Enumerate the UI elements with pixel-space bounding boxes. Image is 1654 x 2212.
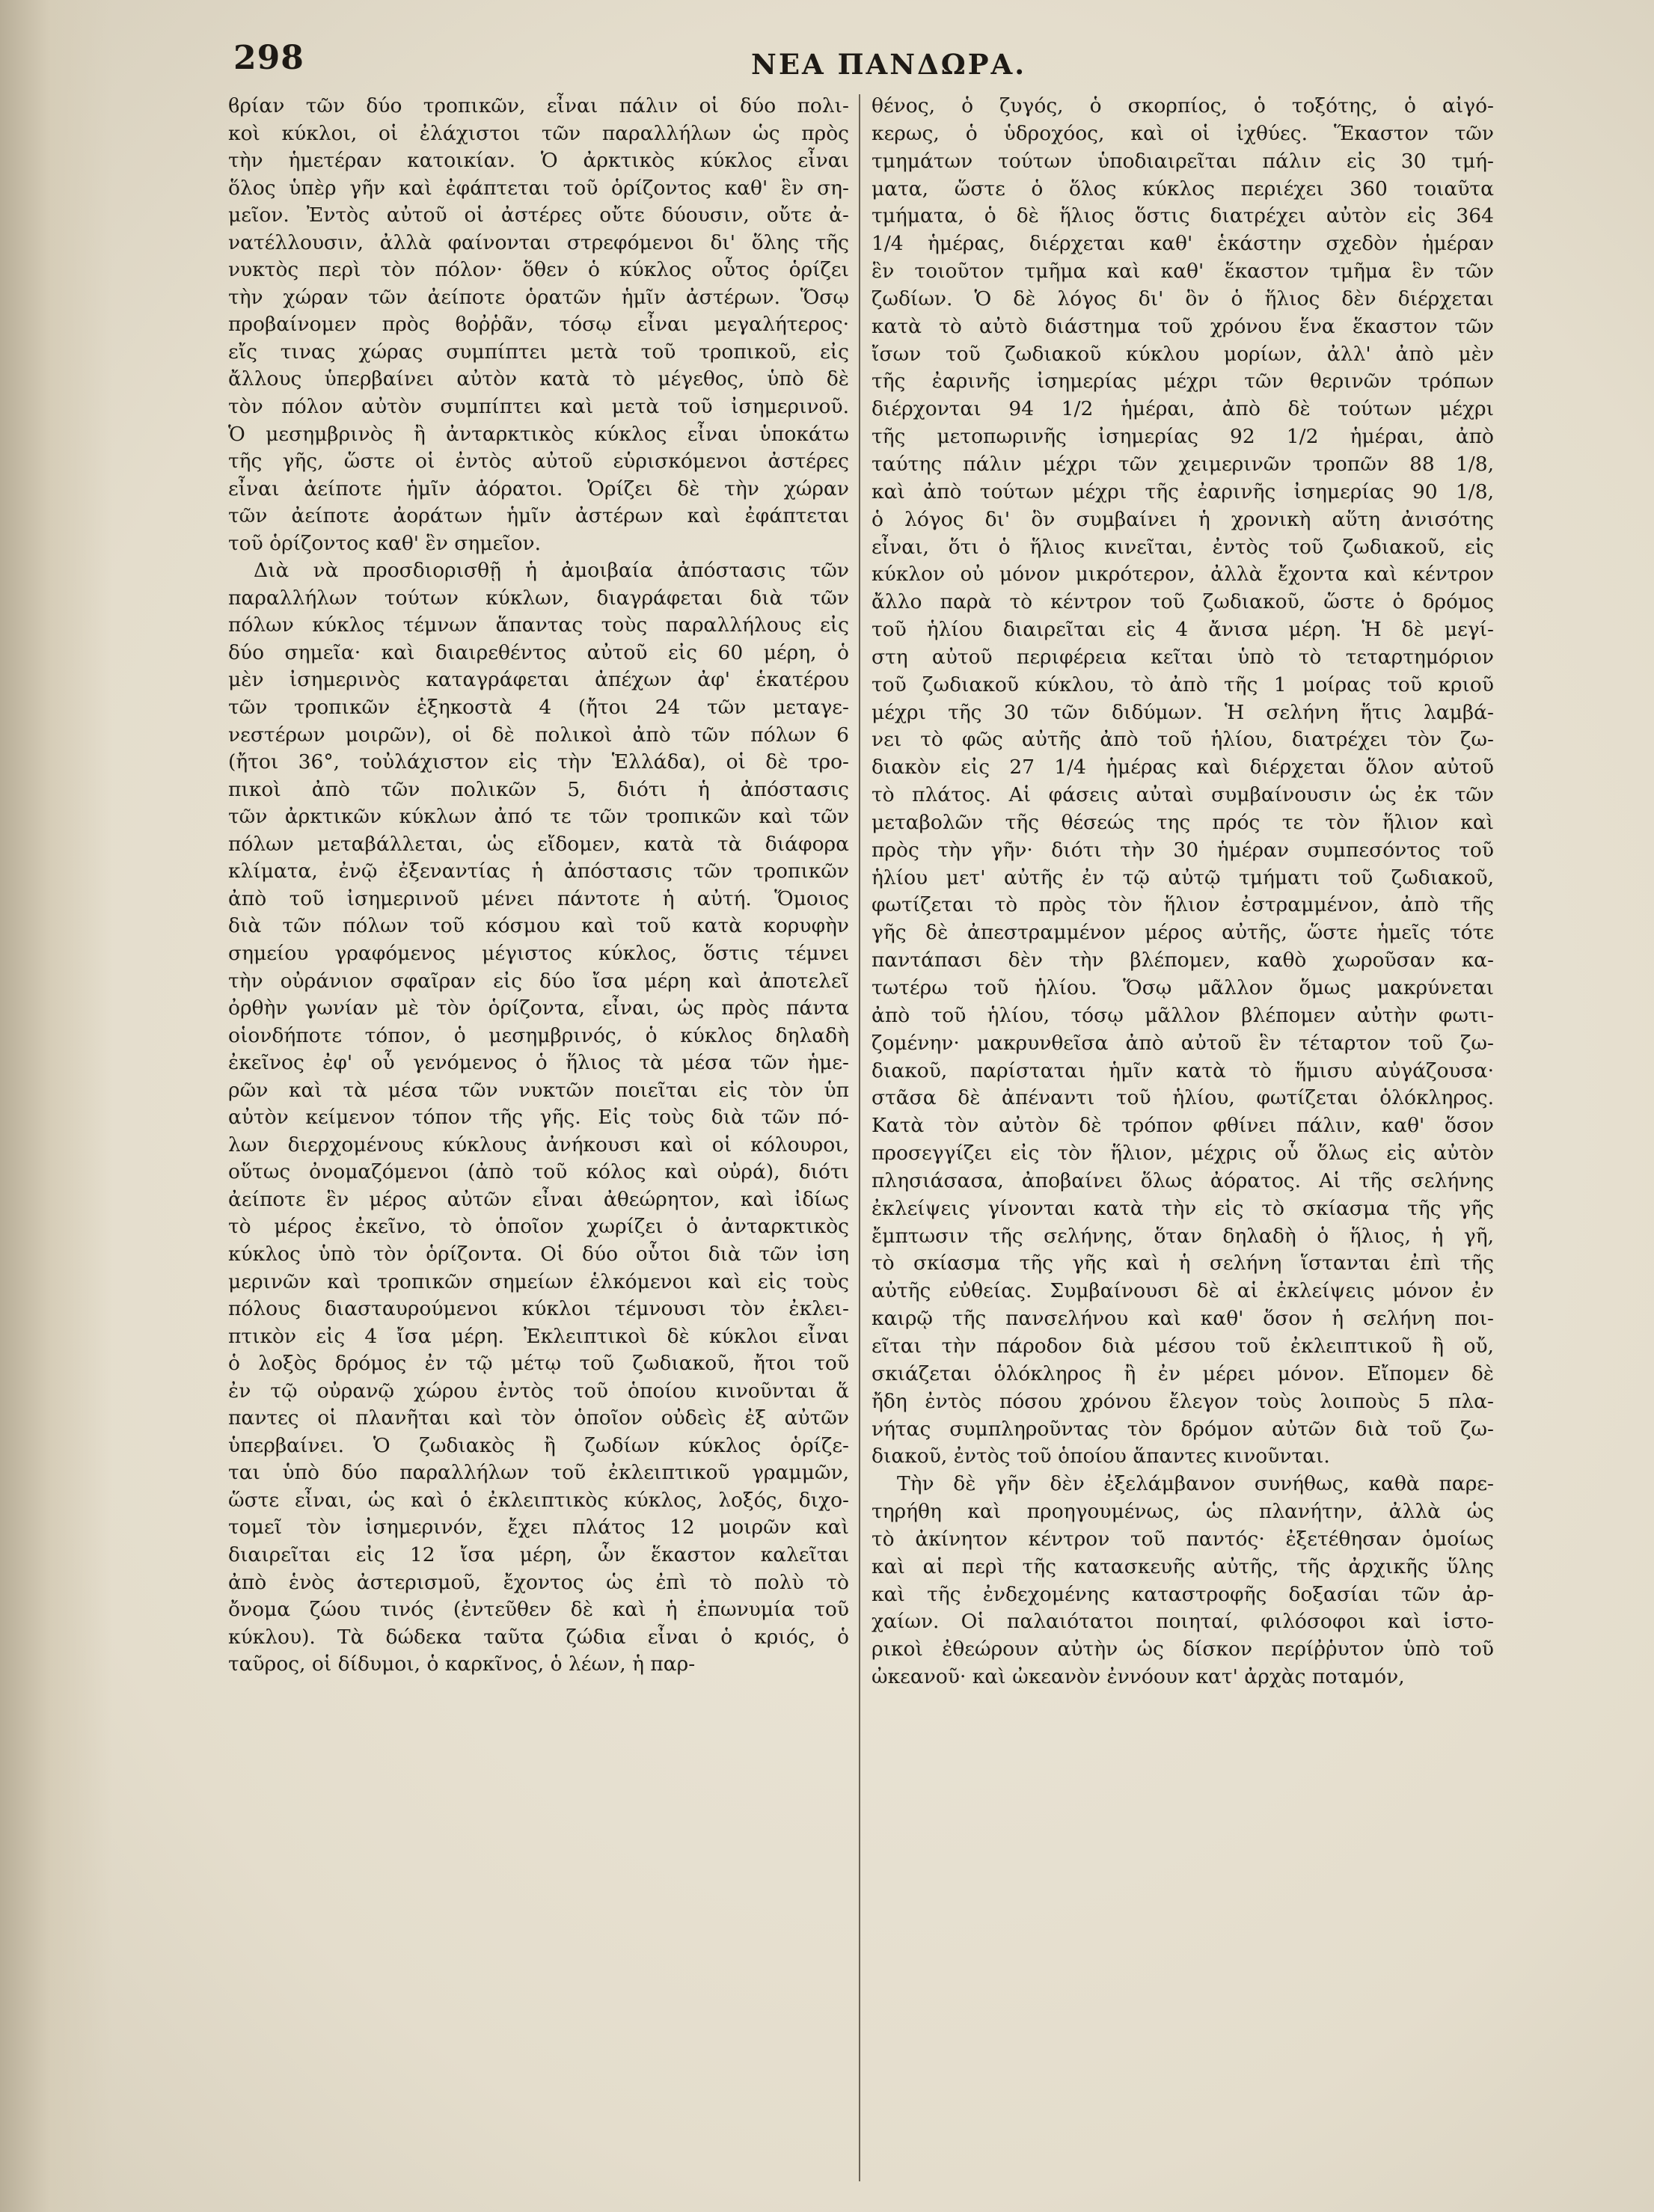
text-line: χαίων. Οἱ παλαιότατοι ποιηταί, φιλόσοφοι καὶ ἱστο-: [872, 1610, 1494, 1634]
text-line: ταῦρος, οἱ δίδυμοι, ὁ καρκῖνος, ὁ λέων, ἡ παρ-: [228, 1652, 696, 1676]
text-line: διαιρεῖται εἰς 12 ἴσα μέρη, ὧν ἕκαστον καλεῖται: [228, 1542, 849, 1566]
text-line: ὅλος ὑπὲρ γῆν καὶ ἐφάπτεται τοῦ ὁρίζοντος καθ' ἓν ση-: [228, 176, 849, 200]
text-line: διέρχονται 94 1/2 ἡμέραι, ἀπὸ δὲ τούτων μέχρι: [872, 397, 1494, 421]
text-line: ρικοὶ ἐθεώρουν αὐτὴν ὡς δίσκον περίῤῥυτον ὑπὸ τοῦ: [872, 1637, 1494, 1661]
text-line: 1/4 ἡμέρας, διέρχεται καθ' ἑκάστην σχεδὸν ἡμέραν: [872, 232, 1494, 256]
text-line: τηρήθη καὶ προηγουμένως, ὡς πλανήτην, ἀλλὰ ὡς: [872, 1500, 1494, 1524]
text-line: τῶν ἀείποτε ἀοράτων ἡμῖν ἀστέρων καὶ ἐφάπτεται: [228, 504, 849, 528]
text-line: ἀπὸ τοῦ ἡλίου, τόσῳ μᾶλλον βλέπομεν αὐτὴν φωτι-: [872, 1003, 1494, 1027]
text-line: ἐν τῷ οὐρανῷ χώρου ἐντὸς τοῦ ὁποίου κινοῦνται ἅ: [228, 1379, 849, 1403]
column-divider: [859, 94, 860, 2181]
text-line: διακοῦ, παρίσταται ἡμῖν κατὰ τὸ ἥμισυ αὐγάζουσα·: [872, 1058, 1494, 1082]
text-line: τῆς ἐαρινῆς ἰσημερίας μέχρι τῶν θερινῶν τρόπων: [872, 370, 1494, 393]
text-line: τμήματα, ὁ δὲ ἥλιος ὅστις διατρέχει αὐτὸν εἰς 364: [872, 204, 1494, 228]
text-line: ρῶν καὶ τὰ μέσα τῶν νυκτῶν ποιεῖται εἰς τὸν ὑπ: [228, 1078, 849, 1102]
text-line: ματα, ὥστε ὁ ὅλος κύκλος περιέχει 360 τοιαῦτα: [872, 177, 1494, 200]
text-line: τὸ πλάτος. Αἱ φάσεις αὐταὶ συμβαίνουσιν ὡς ἐκ τῶν: [872, 783, 1494, 807]
text-line: παραλλήλων τούτων κύκλων, διαγράφεται διὰ τῶν: [228, 586, 849, 610]
text-line: ται ὑπὸ δύο παραλλήλων τοῦ ἐκλειπτικοῦ γραμμῶν,: [228, 1461, 849, 1485]
text-line: τῶν ἀρκτικῶν κύκλων ἀπό τε τῶν τροπικῶν καὶ τῶν: [228, 805, 849, 829]
text-line: ἄλλο παρὰ τὸ κέντρον τοῦ ζωδιακοῦ, ὥστε ὁ δρόμος: [872, 590, 1494, 614]
text-line: πόλους διασταυρούμενοι κύκλοι τέμνουσι τὸν ἐκλει-: [228, 1297, 849, 1321]
text-line: ϐρίαν τῶν δύο τροπικῶν, εἶναι πάλιν οἱ δύο πολι-: [228, 94, 849, 117]
page-number: 298: [233, 39, 304, 77]
binding-shadow: [0, 0, 112, 2212]
text-line: ἴσων τοῦ ζωδιακοῦ κύκλου μορίων, ἀλλ' ἀπὸ μὲν: [872, 342, 1494, 366]
text-line: προβαίνομεν πρὸς ϐοῤῥᾶν, τόσῳ εἶναι μεγαλήτερος·: [228, 313, 849, 337]
text-line: κοὶ κύκλοι, οἱ ἐλάχιστοι τῶν παραλλήλων ὡς πρὸς: [228, 121, 849, 145]
text-line: κλίματα, ἐνῷ ἐξεναντίας ἡ ἀπόστασις τῶν τροπικῶν: [228, 860, 849, 883]
text-line: φωτίζεται τὸ πρὸς τὸν ἥλιον ἐστραμμένον, ἀπὸ τῆς: [872, 893, 1494, 917]
text-line: μερινῶν καὶ τροπικῶν σημείων ἑλκόμενοι καὶ εἰς τοὺς: [228, 1269, 849, 1293]
text-line: αὐτὸν κείμενον τόπον τῆς γῆς. Εἰς τοὺς διὰ τῶν πό-: [228, 1106, 849, 1130]
text-line: κύκλος ὑπὸ τὸν ὁρίζοντα. Οἱ δύο οὗτοι διὰ τῶν ἰση: [228, 1242, 849, 1266]
text-line: πρὸς τὴν γῆν· διότι τὴν 30 ἡμέραν συμπεσόντος τοῦ: [872, 838, 1494, 862]
text-line: διακὸν εἰς 27 1/4 ἡμέρας καὶ διέρχεται ὅλον αὐτοῦ: [872, 756, 1494, 779]
text-line: νήτας συμπληροῦντας τὸν δρόμον αὐτῶν διὰ τοῦ ζω-: [872, 1417, 1494, 1441]
text-line: μεταβολῶν τῆς θέσεώς της πρός τε τὸν ἥλιον καὶ: [872, 810, 1494, 834]
text-line: οἱονδήποτε τόπον, ὁ μεσημβρινός, ὁ κύκλος δηλαδὴ: [228, 1023, 849, 1047]
text-line: πόλων μεταβάλλεται, ὡς εἴδομεν, κατὰ τὰ διάφορα: [228, 832, 849, 856]
text-line: στη αὐτοῦ περιφέρεια κεῖται ὑπὸ τὸ τεταρτημόριον: [872, 645, 1494, 669]
text-line: νει τὸ φῶς αὐτῆς ἀπὸ τοῦ ἡλίου, διατρέχει τὸν ζω-: [872, 728, 1494, 752]
text-line: ὥστε εἶναι, ὡς καὶ ὁ ἐκλειπτικὸς κύκλος, λοξός, διχο-: [228, 1488, 849, 1512]
running-head: ΝΕΑ ΠΑΝΔΩΡΑ.: [751, 48, 1027, 81]
text-line: (ἤτοι 36°, τοὐλάχιστον εἰς τὴν Ἑλλάδα), οἱ δὲ τρο-: [228, 750, 849, 774]
text-line: κερως, ὁ ὑδροχόος, καὶ οἱ ἰχθύες. Ἕκαστον τῶν: [872, 121, 1494, 145]
text-line: ἓν τοιοῦτον τμῆμα καὶ καθ' ἕκαστον τμῆμα ἓν τῶν: [872, 260, 1494, 284]
text-line: αὐτῆς εὐθείας. Συμβαίνουσι δὲ αἱ ἐκλείψεις μόνον ἐν: [872, 1279, 1494, 1303]
text-line: μεῖον. Ἐντὸς αὐτοῦ οἱ ἀστέρες οὔτε δύουσιν, οὔτε ἀ-: [228, 203, 849, 227]
text-line: θένος, ὁ ζυγός, ὁ σκορπίος, ὁ τοξότης, ὁ αἰγό-: [872, 94, 1494, 117]
text-line: νυκτὸς περὶ τὸν πόλον· ὅθεν ὁ κύκλος οὗτος ὁρίζει: [228, 258, 849, 282]
text-line: καὶ αἱ περὶ τῆς κατασκευῆς αὐτῆς, τῆς ἀρχικῆς ὕλης: [872, 1554, 1494, 1578]
text-line: διακοῦ, ἐντὸς τοῦ ὁποίου ἅπαντες κινοῦνται.: [872, 1444, 1330, 1468]
right-column: [872, 93, 1494, 1691]
left-column: [228, 93, 849, 1679]
text-line: τὴν ἡμετέραν κατοικίαν. Ὁ ἀρκτικὸς κύκλος εἶναι: [228, 149, 849, 173]
text-line: τῆς γῆς, ὥστε οἱ ἐντὸς αὐτοῦ εὑρισκόμενοι ἀστέρες: [228, 450, 849, 474]
text-line: κύκλου). Τὰ δώδεκα ταῦτα ζώδια εἶναι ὁ κριός, ὁ: [228, 1625, 849, 1649]
text-line: τομεῖ τὸν ἰσημερινόν, ἔχει πλάτος 12 μοιρῶν καὶ: [228, 1516, 849, 1539]
text-line: σκιάζεται ὁλόκληρος ἢ ἐν μέρει μόνον. Εἴπομεν δὲ: [872, 1361, 1494, 1385]
text-line: πτικὸν εἰς 4 ἴσα μέρη. Ἐκλειπτικοὶ δὲ κύκλοι εἶναι: [228, 1324, 849, 1348]
text-line: νατέλλουσιν, ἀλλὰ φαίνονται στρεφόμενοι δι' ὅλης τῆς: [228, 230, 849, 254]
text-line: τὴν χώραν τῶν ἀείποτε ὁρατῶν ἡμῖν ἀστέρων. Ὅσῳ: [228, 285, 849, 309]
text-line: πικοὶ ἀπὸ τῶν πολικῶν 5, διότι ἡ ἀπόστασις: [228, 777, 849, 801]
text-line: ἡλίου μετ' αὐτῆς ἐν τῷ αὐτῷ τμήματι τοῦ ζωδιακοῦ,: [872, 866, 1494, 889]
text-line: τωτέρω τοῦ ἡλίου. Ὅσῳ μᾶλλον ὅμως μακρύνεται: [872, 976, 1494, 999]
text-line: μέχρι τῆς 30 τῶν διδύμων. Ἡ σελήνη ἥτις λαμβά-: [872, 700, 1494, 724]
text-line: ἀπὸ ἑνὸς ἀστερισμοῦ, ἔχοντος ὡς ἐπὶ τὸ πολὺ τὸ: [228, 1570, 849, 1594]
text-line: ἤδη ἐντὸς πόσου χρόνου ἔλεγον τοὺς λοιποὺς 5 πλα-: [872, 1389, 1494, 1413]
text-line: νεστέρων μοιρῶν), οἱ δὲ πολικοὶ ἀπὸ τῶν πόλων 6: [228, 723, 849, 747]
text-line: ἀείποτε ἓν μέρος αὐτῶν εἶναι ἀθεώρητον, καὶ ἰδίως: [228, 1187, 849, 1211]
text-line: κατὰ τὸ αὐτὸ διάστημα τοῦ χρόνου ἕνα ἕκαστον τῶν: [872, 314, 1494, 338]
text-line: ἔμπτωσιν τῆς σελήνης, ὅταν δηλαδὴ ὁ ἥλιος, ἡ γῆ,: [872, 1224, 1494, 1248]
text-line: τῶν τροπικῶν ἑξηκοστὰ 4 (ἤτοι 24 τῶν μεταγε-: [228, 696, 849, 720]
text-line: καὶ ἀπὸ τούτων μέχρι τῆς ἐαρινῆς ἰσημερίας 90 1/8,: [872, 480, 1494, 503]
text-line: ὀρθὴν γωνίαν μὲ τὸν ὁρίζοντα, εἶναι, ὡς πρὸς πάντα: [228, 996, 849, 1020]
text-line: τῆς μετοπωρινῆς ἰσημερίας 92 1/2 ἡμέραι, ἀπὸ: [872, 425, 1494, 449]
text-line: ἐκλείψεις γίνονται κατὰ τὴν εἰς τὸ σκίασμα τῆς γῆς: [872, 1196, 1494, 1220]
text-line: ἄλλους ὑπερβαίνει αὐτὸν κατὰ τὸ μέγεθος, ὑπὸ δὲ: [228, 367, 849, 391]
text-line: εῖται τὴν πάροδον διὰ μέσου τοῦ ἐκλειπτικοῦ ἢ οὔ,: [872, 1334, 1494, 1358]
text-line: τμημάτων τούτων ὑποδιαιρεῖται πάλιν εἰς 30 τμή-: [872, 149, 1494, 173]
text-line: ἀπὸ τοῦ ἰσημερινοῦ μένει πάντοτε ἡ αὐτή. Ὅμοιος: [228, 886, 849, 910]
text-line: Τὴν δὲ γῆν δὲν ἐξελάμβανον συνήθως, καθὰ παρε-: [897, 1472, 1494, 1496]
text-line: ζωδίων. Ὁ δὲ λόγος δι' ὃν ὁ ἥλιος δὲν διέρχεται: [872, 287, 1494, 310]
text-line: παντες οἱ πλανῆται καὶ τὸν ὁποῖον οὐδεὶς ἐξ αὐτῶν: [228, 1406, 849, 1430]
text-line: ἐκεῖνος ἐφ' οὗ γενόμενος ὁ ἥλιος τὰ μέσα τῶν ἡμε-: [228, 1051, 849, 1075]
text-line: τὴν οὐράνιον σφαῖραν εἰς δύο ἴσα μέρη καὶ ἀποτελεῖ: [228, 969, 849, 993]
text-line: Ὁ μεσημβρινὸς ἢ ἀνταρκτικὸς κύκλος εἶναι ὑποκάτω: [228, 422, 849, 446]
text-line: εἶναι ἀείποτε ἡμῖν ἀόρατοι. Ὁρίζει δὲ τὴν χώραν: [228, 477, 849, 500]
text-line: παντάπασι δὲν τὴν βλέπομεν, καθὸ χωροῦσαν κα-: [872, 949, 1494, 972]
text-line: οὕτως ὀνομαζόμενοι (ἀπὸ τοῦ κόλος καὶ οὐρά), διότι: [228, 1160, 849, 1184]
text-line: Κατὰ τὸν αὐτὸν δὲ τρόπον φθίνει πάλιν, καθ' ὅσον: [872, 1114, 1494, 1138]
text-line: εἶναι, ὅτι ὁ ἥλιος κινεῖται, ἐντὸς τοῦ ζωδιακοῦ, εἰς: [872, 535, 1494, 559]
text-line: ὁ λόγος δι' ὃν συμβαίνει ἡ χρονικὴ αὕτη ἀνισότης: [872, 507, 1494, 531]
text-line: τὸ μέρος ἐκεῖνο, τὸ ὁποῖον χωρίζει ὁ ἀνταρκτικὸς: [228, 1215, 849, 1239]
text-line: ὠκεανοῦ· καὶ ὠκεανὸν ἐννόουν κατ' ἀρχὰς ποταμόν,: [872, 1665, 1405, 1689]
text-line: καιρῷ τῆς πανσελήνου καὶ καθ' ὅσον ἡ σελήνη ποι-: [872, 1307, 1494, 1331]
text-line: τοῦ ἡλίου διαιρεῖται εἰς 4 ἄνισα μέρη. Ἡ δὲ μεγί-: [872, 618, 1494, 642]
text-line: πλησιάσασα, ἀποβαίνει ὅλως ἀόρατος. Αἱ τῆς σελήνης: [872, 1168, 1494, 1192]
text-line: κύκλον οὐ μόνον μικρότερον, ἀλλὰ ἔχοντα καὶ κέντρον: [872, 563, 1494, 586]
text-line: ὄνομα ζώου τινός (ἐντεῦθεν δὲ καὶ ἡ ἐπωνυμία τοῦ: [228, 1598, 849, 1622]
text-line: ὑπερβαίνει. Ὁ ζωδιακὸς ἢ ζωδίων κύκλος ὁρίζε-: [228, 1433, 849, 1457]
text-line: λων διερχομένους κύκλους ἀνήκουσι καὶ οἱ κόλουροι,: [228, 1133, 849, 1156]
text-line: δύο σημεῖα· καὶ διαιρεθέντος αὐτοῦ εἰς 60 μέρη, ὁ: [228, 640, 849, 664]
text-line: τὸ σκίασμα τῆς γῆς καὶ ἡ σελήνη ἵστανται ἐπὶ τῆς: [872, 1251, 1494, 1275]
text-line: στᾶσα δὲ ἀπέναντι τοῦ ἡλίου, φωτίζεται ὁλόκληρος.: [872, 1086, 1494, 1110]
text-line: ζομένην· μακρυνθεῖσα ἀπὸ αὐτοῦ ἓν τέταρτον τοῦ ζω-: [872, 1031, 1494, 1055]
text-line: Διὰ νὰ προσδιορισθῇ ἡ ἀμοιβαία ἀπόστασις τῶν: [254, 559, 849, 583]
text-line: εἴς τινας χώρας συμπίπτει μετὰ τοῦ τροπικοῦ, εἰς: [228, 340, 849, 364]
text-line: ταύτης πάλιν μέχρι τῶν χειμερινῶν τροπῶν 88 1/8,: [872, 452, 1494, 476]
text-line: μὲν ἰσημερινὸς καταγράφεται ἀπέχων ἀφ' ἑκατέρου: [228, 668, 849, 692]
text-line: διὰ τῶν πόλων τοῦ κόσμου καὶ τοῦ κατὰ κορυφὴν: [228, 914, 849, 938]
text-line: τοῦ ζωδιακοῦ κύκλου, τὸ ἀπὸ τῆς 1 μοίρας τοῦ κριοῦ: [872, 673, 1494, 696]
text-line: τὸν πόλον αὐτὸν συμπίπτει καὶ μετὰ τοῦ ἰσημερινοῦ.: [228, 395, 849, 419]
text-line: καὶ τῆς ἐνδεχομένης καταστροφῆς δοξασίαι τῶν ἀρ-: [872, 1582, 1494, 1606]
text-line: τὸ ἀκίνητον κέντρον τοῦ παντός· ἐξετέθησαν ὁμοίως: [872, 1527, 1494, 1551]
text-line: τοῦ ὁρίζοντος καθ' ἓν σημεῖον.: [228, 531, 542, 555]
text-line: ὁ λοξὸς δρόμος ἐν τῷ μέτῳ τοῦ ζωδιακοῦ, ἤτοι τοῦ: [228, 1352, 849, 1376]
text-line: προσεγγίζει εἰς τὸν ἥλιον, μέχρις οὗ ὅλως εἰς αὐτὸν: [872, 1142, 1494, 1165]
text-line: γῆς δὲ ἀπεστραμμένον μέρος αὐτῆς, ὥστε ἡμεῖς τότε: [872, 921, 1494, 945]
text-line: σημείου γραφόμενος μέγιστος κύκλος, ὅστις τέμνει: [228, 941, 849, 965]
text-line: πόλων κύκλος τέμνων ἅπαντας τοὺς παραλλήλους εἰς: [228, 613, 849, 637]
